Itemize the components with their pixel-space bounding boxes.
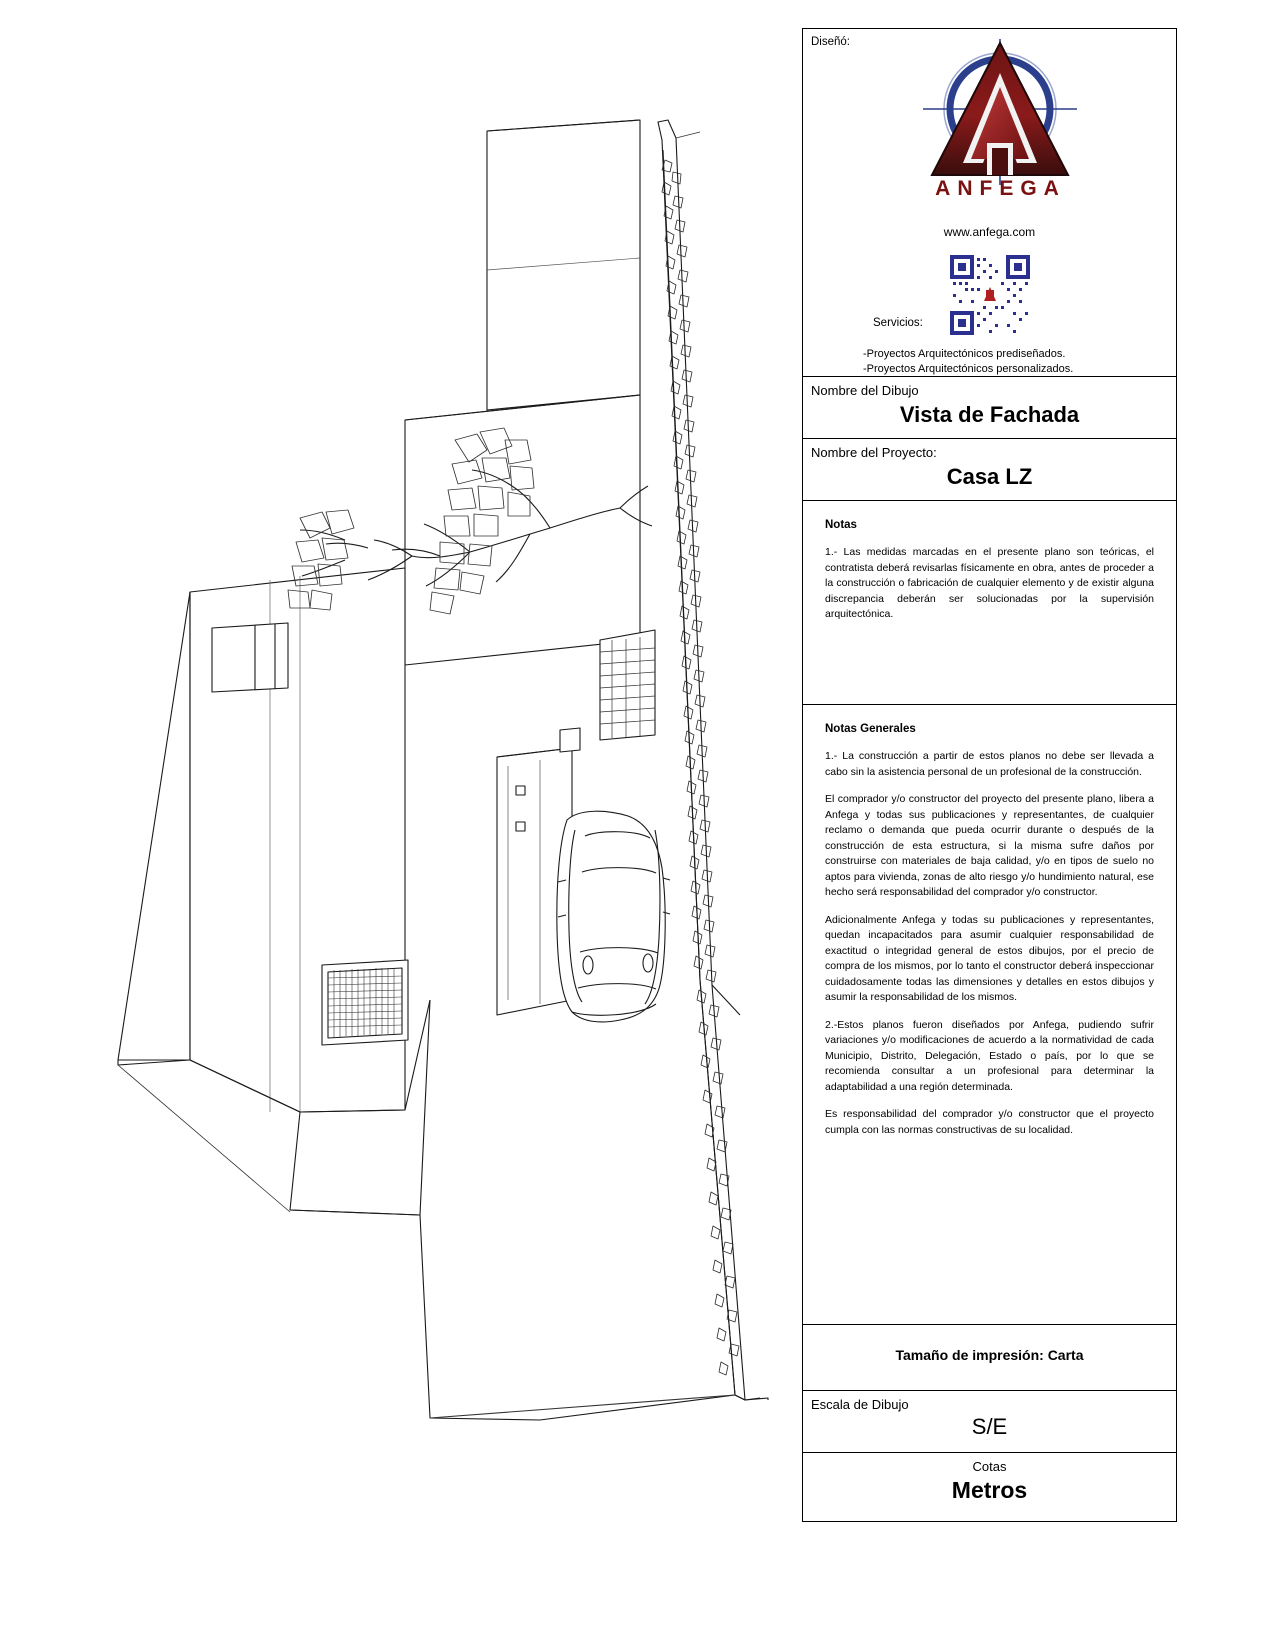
designer-label: Diseñó: <box>811 36 850 48</box>
services-list <box>863 347 1073 377</box>
website-text: www.anfega.com <box>943 225 1036 239</box>
print-size-value: Tamaño de impresión: Carta <box>895 1347 1084 1363</box>
services-label: Servicios: <box>873 317 923 329</box>
notes-cell <box>803 501 1176 705</box>
drawing-name-label: Nombre del Dibujo <box>811 383 919 398</box>
general-notes-paragraph: 2.-Estos planos fueron diseñados por Anfega, pudiendo sufrir variaciones y/o modificaciones de acuerdo a la normatividad de cada Municipio, Distrito, Delegación, Estado o país, por lo que se recomienda consultar a un profesional para determinar la adaptabilidad a una región determinada. <box>825 1018 1154 1093</box>
general-notes-heading: Notas Generales <box>825 723 916 735</box>
service-item: -Proyectos Arquitectónicos prediseñados. <box>863 348 1066 360</box>
brand-name: ANFEGA <box>935 177 1066 200</box>
general-notes-paragraph: Adicionalmente Anfega y todas su publicaciones y representantes, quedan incapacitados para asumir cualquier responsabilidad de exactitud o integridad general de estos dibujos, por el precio de compra de los mismos, por lo tanto el constructor deberá inspeccionar cuidadosamente todas las dimensiones y detalles en estos dibujos y asumir la responsabilidad de los mismos. <box>825 913 1154 1003</box>
service-item: -Proyectos Arquitectónicos personalizados. <box>863 363 1074 375</box>
title-block <box>802 28 1177 1522</box>
scale-cell <box>803 1391 1176 1453</box>
general-notes-paragraph: Es responsabilidad del comprador y/o constructor que el proyecto cumpla con las normas constructivas de su localidad. <box>825 1108 1154 1136</box>
print-size-cell <box>803 1325 1176 1391</box>
drawing-name-value: Vista de Fachada <box>899 402 1080 427</box>
units-cell <box>803 1453 1176 1521</box>
units-label: Cotas <box>972 1459 1007 1474</box>
general-notes-paragraph: El comprador y/o constructor del proyecto del presente plano, libera a Anfega y todas sus publicaciones y representantes, de cualquier reclamo o demanda que pueda ocurrir durante o después de la construcción de esta estructura, si la misma sufre daños por construirse con materiales de baja calidad, y/o en tipos de suelo no aptos para vivienda, zonas de alto riesgo y/o hundimiento natural, ese hecho será responsabilidad del comprador y/o constructor. <box>825 793 1154 898</box>
qr-code-icon <box>949 254 1031 336</box>
notes-heading: Notas <box>825 519 857 531</box>
notes-paragraph: 1.- Las medidas marcadas en el presente plano son teóricas, el contratista deberá revisarlas físicamente en obra, antes de proceder a la construcción o fabricación de cualquier elemento y de existir alguna discrepancia deberán ser solucionadas por la supervisión arquitectónica. <box>825 546 1154 620</box>
project-name-label: Nombre del Proyecto: <box>811 445 937 460</box>
logo-cell <box>803 29 1176 377</box>
general-notes-paragraph: 1.- La construcción a partir de estos planos no debe ser llevada a cabo sin la asistencia personal de un profesional de la construcción. <box>825 750 1154 778</box>
scale-value: S/E <box>971 1414 1008 1439</box>
project-name-cell <box>803 439 1176 501</box>
scale-label: Escala de Dibujo <box>811 1397 909 1412</box>
project-name-value: Casa LZ <box>946 464 1033 489</box>
drawing-name-cell <box>803 377 1176 439</box>
units-value: Metros <box>951 1477 1028 1503</box>
general-notes-cell <box>803 705 1176 1325</box>
